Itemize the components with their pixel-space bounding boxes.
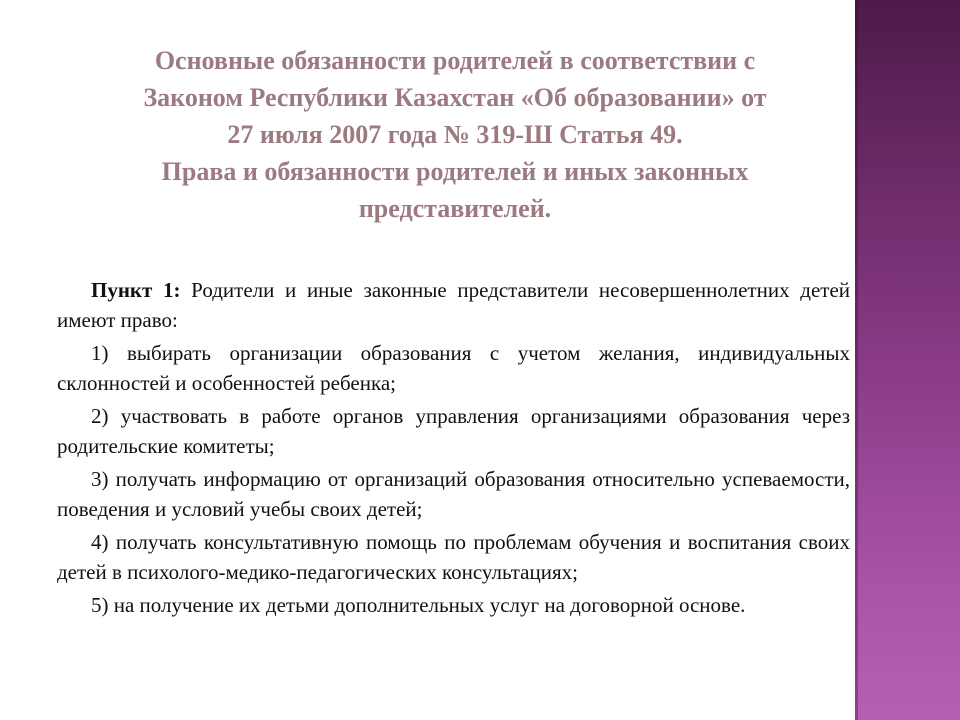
title-line-5: представителей. xyxy=(358,194,552,223)
intro-paragraph xyxy=(57,276,850,335)
list-item-5: 5) на получение их детьми дополнительных услуг на договорной основе. xyxy=(91,593,746,617)
list-item-4: 4) получать консультативную помощь по проблемам обучения и воспитания своих детей в психолого-медико-педагогических консультациях; xyxy=(57,530,850,584)
slide-title xyxy=(60,42,850,227)
list-item-1: 1) выбирать организации образования с учетом желания, индивидуальных склонностей и особенностей ребенка; xyxy=(57,341,850,395)
decorative-side-bar xyxy=(855,0,960,720)
list-item-3: 3) получать информацию от организаций образования относительно успеваемости, поведения и условий учебы своих детей; xyxy=(57,467,850,521)
list-item-2: 2) участвовать в работе органов управления организациями образования через родительские комитеты; xyxy=(57,404,850,458)
title-line-4: Права и обязанности родителей и иных законных xyxy=(161,157,749,186)
slide-body xyxy=(57,276,850,621)
title-line-1: Основные обязанности родителей в соответствии с xyxy=(154,46,756,75)
intro-label: Пункт 1: xyxy=(91,278,181,302)
intro-text: Родители и иные законные представители несовершеннолетних детей имеют право: xyxy=(57,278,850,332)
title-line-3: 27 июля 2007 года № 319-Ш Статья 49. xyxy=(227,120,683,149)
title-line-2: Законом Республики Казахстан «Об образовании» от xyxy=(143,83,767,112)
